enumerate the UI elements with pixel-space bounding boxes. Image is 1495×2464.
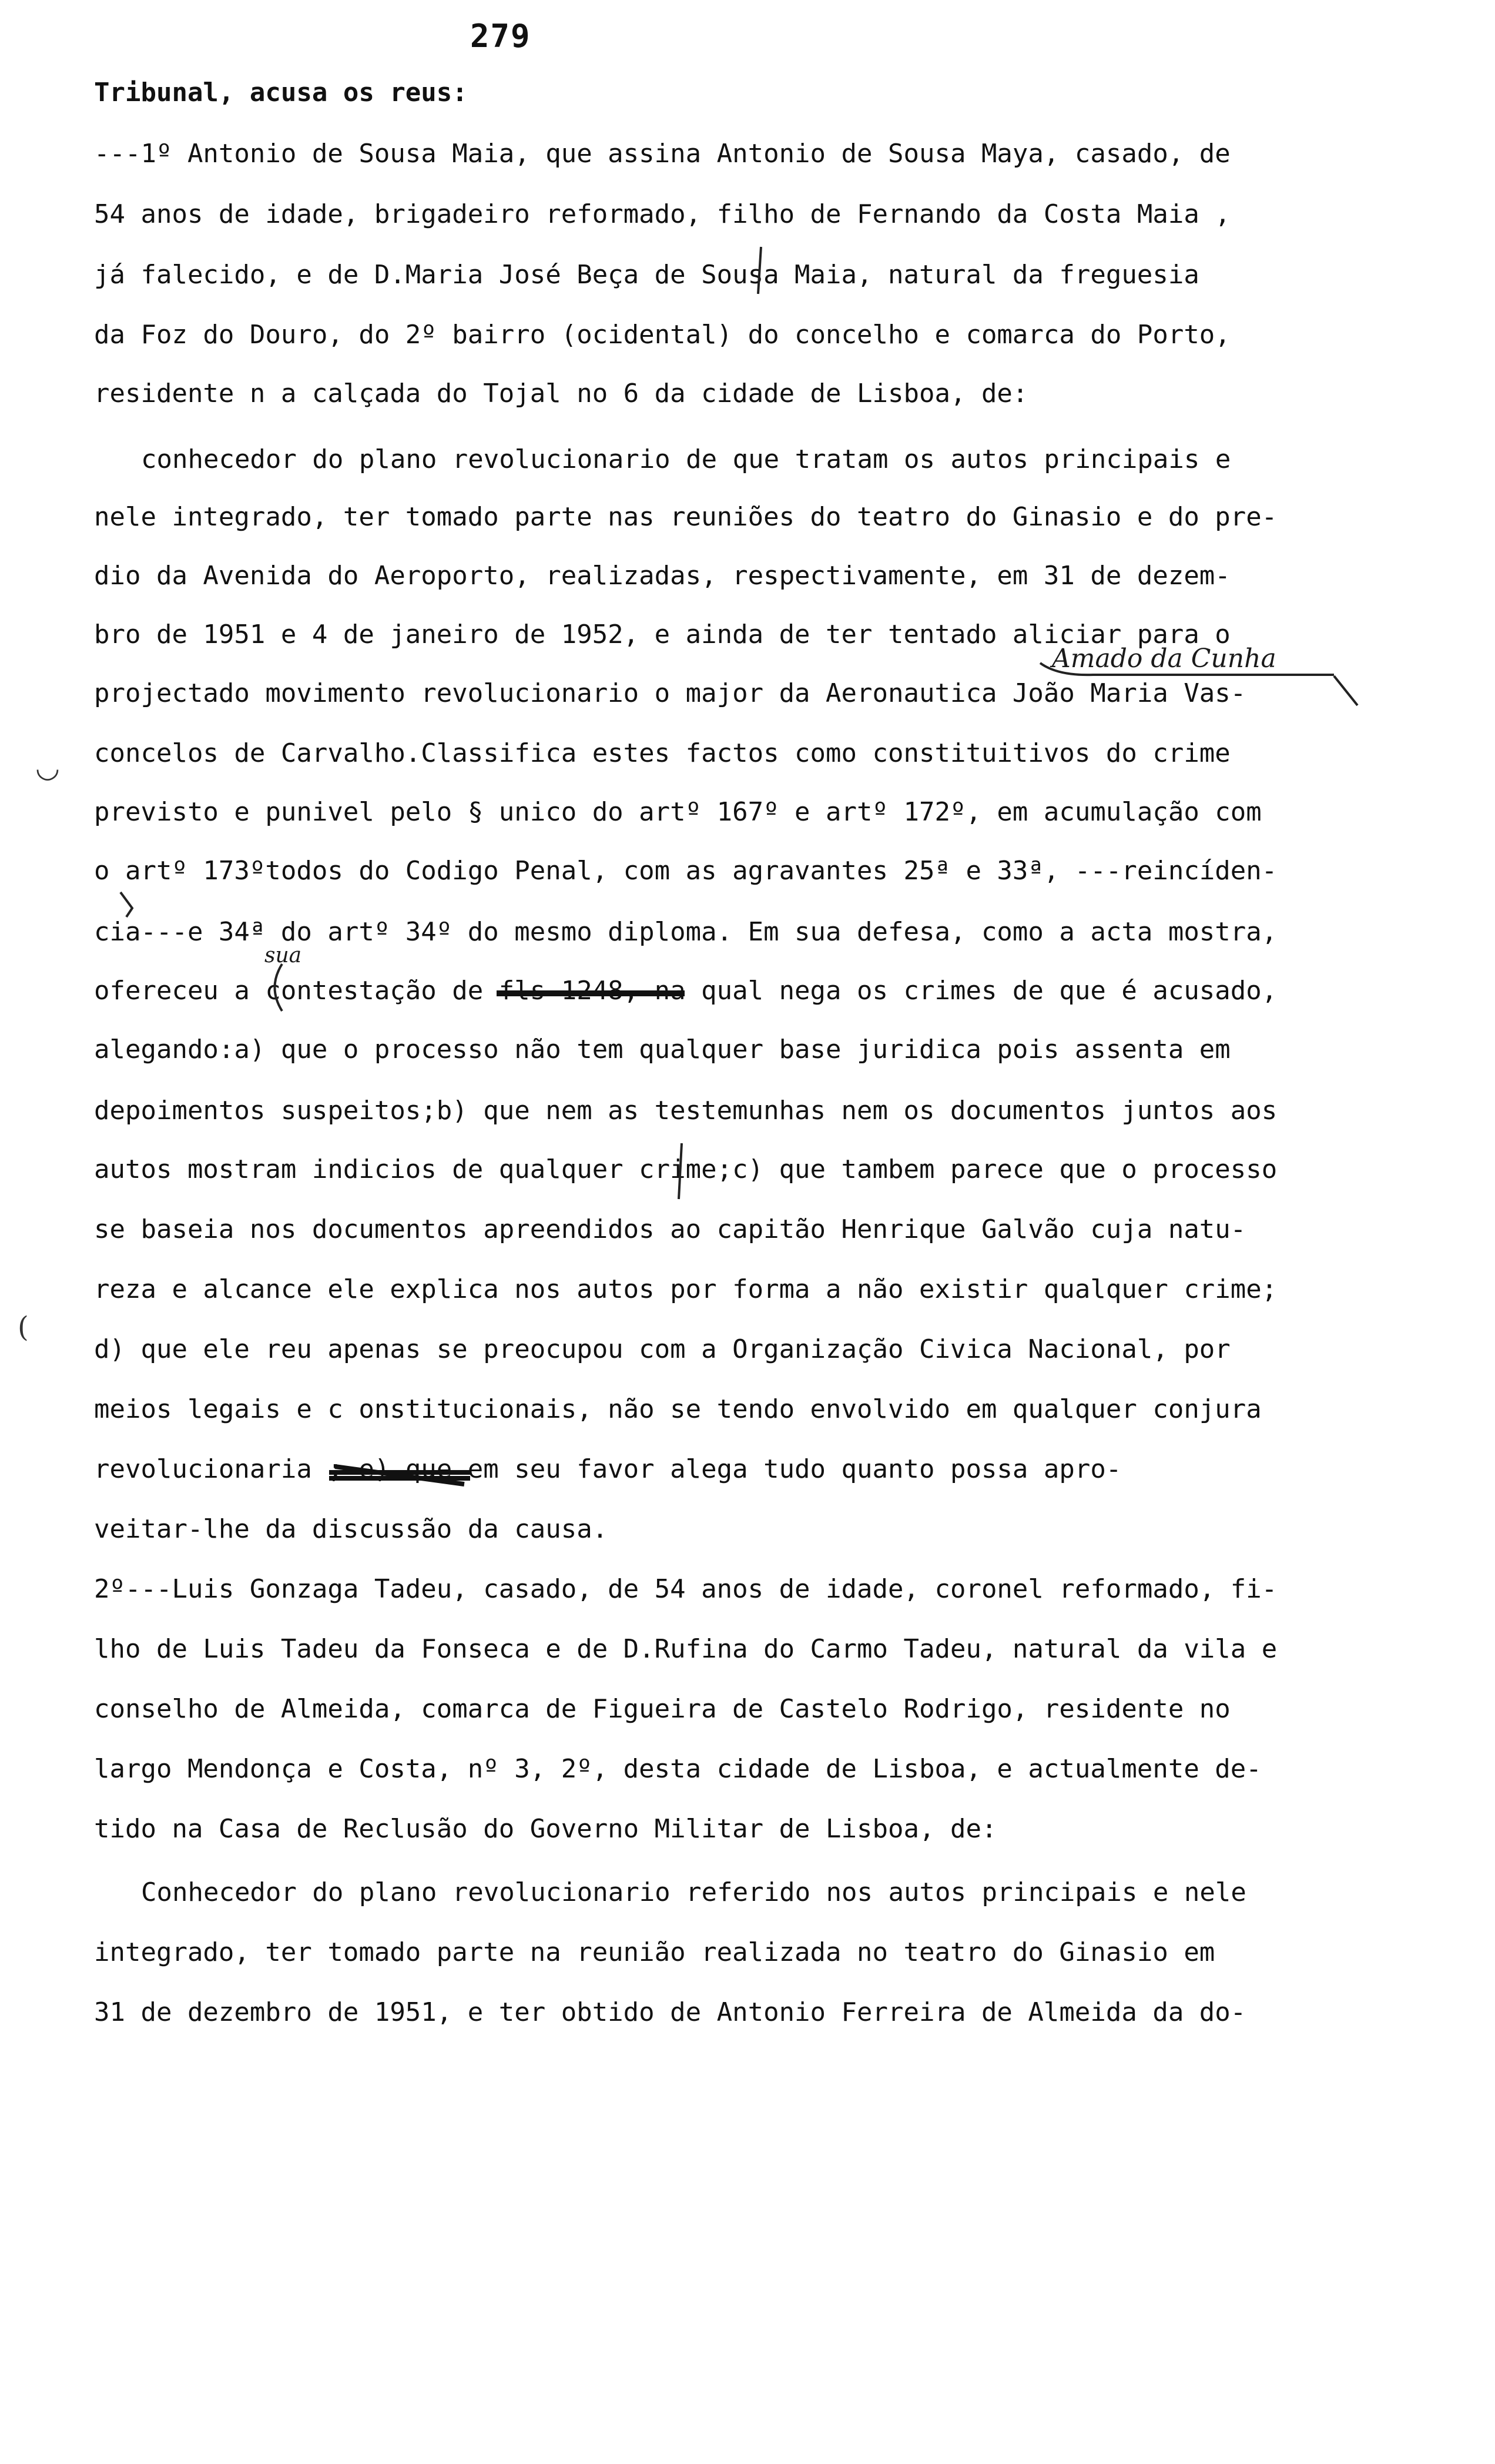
text-line-4: já falecido, e de D.Maria José Beça de Sousa Maia, natural da freguesia [94, 260, 1199, 290]
text-line-26: 2º---Luis Gonzaga Tadeu, casado, de 54 anos de idade, coronel reformado, fi- [94, 1574, 1278, 1604]
revolucionaria-scribble [329, 1467, 470, 1484]
text-line-8: nele integrado, ter tomado parte nas reuniões do teatro do Ginasio e do pre- [94, 502, 1278, 532]
text-line-19: autos mostram indicios de qualquer crime;c) que tambem parece que o processo [94, 1154, 1278, 1184]
text-line-30: tido na Casa de Reclusão do Governo Militar de Lisboa, de: [94, 1814, 997, 1844]
text-line-14: o artº 173ºtodos do Codigo Penal, com as agravantes 25ª e 33ª, ---reincíden- [94, 856, 1278, 886]
page-number: 279 [470, 18, 531, 55]
text-line-15: cia---e 34ª do artº 34º do mesmo diploma. Em sua defesa, como a acta mostra, [94, 917, 1278, 947]
text-line-17: alegando:a) que o processo não tem qualquer base juridica pois assenta em [94, 1035, 1231, 1064]
qualquer-crime-stroke [679, 1143, 682, 1199]
text-line-33: 31 de dezembro de 1951, e ter obtido de Antonio Ferreira de Almeida da do- [94, 1997, 1246, 2027]
text-line-1: Tribunal, acusa os reus: [94, 78, 468, 108]
text-line-29: largo Mendonça e Costa, nº 3, 2º, desta cidade de Lisboa, e actualmente de- [94, 1754, 1262, 1784]
text-line-21: reza e alcance ele explica nos autos por forma a não existir qualquer crime; [94, 1274, 1278, 1304]
text-line-23: meios legais e c onstitucionais, não se tendo envolvido em qualquer conjura [94, 1394, 1262, 1424]
text-line-31: Conhecedor do plano revolucionario referido nos autos principais e nele [141, 1877, 1246, 1907]
text-line-6: residente n a calçada do Tojal no 6 da cidade de Lisboa, de: [94, 379, 1028, 409]
handwritten-annotation-amado-da-cunha: Amado da Cunha [1052, 644, 1276, 674]
text-line-10: bro de 1951 e 4 de janeiro de 1952, e ainda de ter tentado aliciar para o [94, 620, 1231, 650]
beca-insertion-stroke [758, 247, 761, 294]
text-line-3: 54 anos de idade, brigadeiro reformado, filho de Fernando da Costa Maia , [94, 199, 1231, 229]
amado-underline-stroke [1040, 663, 1334, 675]
margin-mark-2: ( [18, 1311, 29, 1344]
handwritten-annotation-sua: sua [264, 943, 302, 967]
text-line-18: depoimentos suspeitos;b) que nem as testemunhas nem os documentos juntos aos [94, 1096, 1278, 1126]
text-line-12: concelos de Carvalho.Classifica estes factos como constituitivos do crime [94, 738, 1231, 768]
contestacao-bracket-stroke [275, 964, 283, 1011]
text-line-22: d) que ele reu apenas se preocupou com a Organização Civica Nacional, por [94, 1334, 1231, 1364]
text-line-32: integrado, ter tomado parte na reunião realizada no teatro do Ginasio em [94, 1937, 1215, 1967]
text-line-7: conhecedor do plano revolucionario de que tratam os autos principais e [141, 444, 1231, 474]
text-line-9: dio da Avenida do Aeroporto, realizadas, respectivamente, em 31 de dezem- [94, 561, 1231, 591]
text-line-24: revolucionaria ; e) que em seu favor alega tudo quanto possa apro- [94, 1454, 1122, 1484]
text-line-5: da Foz do Douro, do 2º bairro (ocidental) do concelho e comarca do Porto, [94, 320, 1231, 350]
text-line-2: ---1º Antonio de Sousa Maia, que assina Antonio de Sousa Maya, casado, de [94, 139, 1231, 169]
text-line-25: veitar-lhe da discussão da causa. [94, 1514, 608, 1544]
text-line-16: ofereceu a contestação de fls 1248, na qual nega os crimes de que é acusado, [94, 976, 1278, 1006]
insertion-slash-stroke [1334, 676, 1357, 705]
check-mark-stroke [120, 892, 132, 917]
text-line-13: previsto e punivel pelo § unico do artº 167º e artº 172º, em acumulação com [94, 797, 1262, 827]
text-line-20: se baseia nos documentos apreendidos ao capitão Henrique Galvão cuja natu- [94, 1214, 1246, 1244]
text-line-28: conselho de Almeida, comarca de Figueira de Castelo Rodrigo, residente no [94, 1694, 1231, 1724]
margin-mark-1: ◡ [35, 751, 60, 784]
text-line-11: projectado movimento revolucionario o major da Aeronautica João Maria Vas- [94, 678, 1246, 708]
text-line-27: lho de Luis Tadeu da Fonseca e de D.Rufina do Carmo Tadeu, natural da vila e [94, 1634, 1278, 1664]
